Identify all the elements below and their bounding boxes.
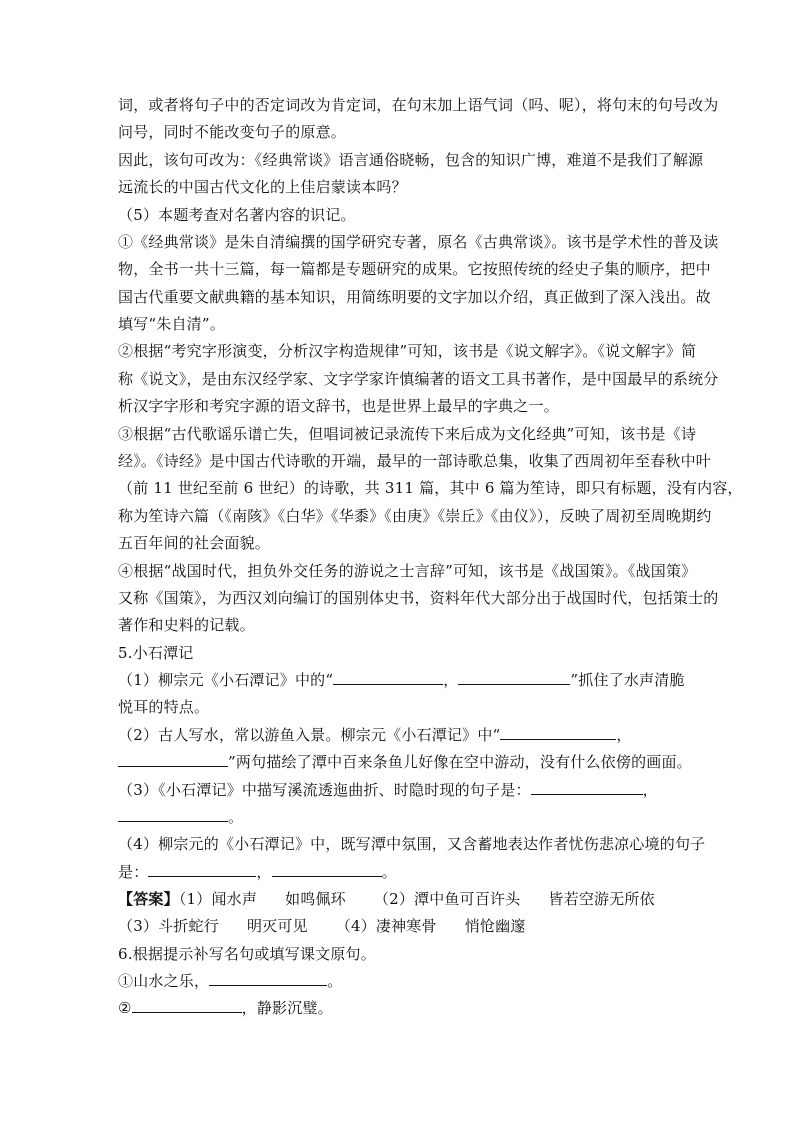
section-title: 6.根据提示补写名句或填写课文原句。 (118, 945, 376, 963)
text-line: （4）柳宗元的《小石潭记》中，既写潭中氛围，又含蓄地表达作者忧伤悲凉心境的句子 (118, 835, 706, 853)
text-line: 五百年间的社会面貌。 (118, 534, 271, 552)
fill-blank[interactable] (132, 998, 242, 1013)
question-text: ”抓住了水声清脆 (570, 671, 685, 689)
text-line: 悦耳的特点。 (118, 698, 210, 716)
text-line: 词，或者将句子中的否定词改为肯定词，在句末加上语气词（吗、呢），将句末的句号改为 (118, 96, 719, 114)
separator: 。 (327, 972, 343, 990)
text-line: 远流长的中国古代文化的上佳启蒙读本吗？ (118, 178, 407, 196)
separator: 。 (381, 863, 397, 881)
answer-label: 【答案】 (118, 890, 179, 908)
fill-blank[interactable] (500, 725, 616, 740)
question-text: （2）古人写水，常以游鱼入景。柳宗元《小石潭记》中“ (118, 726, 501, 744)
section-title: 5.小石潭记 (118, 644, 194, 662)
separator: ， (616, 726, 632, 744)
separator: ， (642, 781, 658, 799)
answer-text: 皆若空游无所依 (548, 890, 655, 908)
answer-line (118, 889, 678, 909)
text-line: ①《经典常谈》是朱自清编撰的国学研究专著，原名《古典常谈》。该书是学术性的普及读 (118, 233, 719, 251)
answer-text: （3）斗折蛇行 (118, 917, 219, 935)
question-text: （1）柳宗元《小石潭记》中的“ (118, 671, 334, 689)
separator: 。 (228, 808, 244, 826)
answer-text: 如鸣佩环 (285, 890, 346, 908)
text-line: （前 11 世纪至前 6 世纪）的诗歌，共 311 篇，其中 6 篇为笙诗，即只有标题，没有内容， (118, 479, 743, 497)
text-line: 著作和史料的记载。 (118, 616, 255, 634)
question-line (118, 862, 678, 882)
fill-blank[interactable] (118, 752, 228, 767)
text-line: 析汉字字形和考究字源的语文辞书，也是世界上最早的字典之一。 (118, 397, 559, 415)
question-line (118, 971, 678, 991)
question-text: ①山水之乐， (118, 972, 210, 990)
fill-blank[interactable] (272, 862, 382, 877)
question-text: ，静影沉璧。 (241, 999, 333, 1017)
text-line: ③根据“古代歌谣乐谱亡失，但唱词被记录流传下来后成为文化经典”可知，该书是《诗 (118, 425, 697, 443)
text-line: 物，全书一共十三篇，每一篇都是专题研究的成果。它按照传统的经史子集的顺序，把中 (118, 260, 711, 278)
question-line (118, 807, 678, 827)
fill-blank[interactable] (458, 670, 570, 685)
question-text: ② (118, 999, 132, 1017)
question-text: （3）《小石潭记》中描写溪流透迤曲折、时隐时现的句子是： (118, 781, 531, 799)
text-line: 填写“朱自清”。 (118, 315, 225, 333)
text-line: ②根据“考究字形演变，分析汉字构造规律”可知，该书是《说文解字》。《说文解字》简 (118, 342, 697, 360)
fill-blank[interactable] (531, 780, 643, 795)
fill-blank[interactable] (148, 862, 256, 877)
text-line: （5）本题考查对名著内容的识记。 (118, 206, 356, 224)
text-line: ④根据“战国时代，担负外交任务的游说之士言辞”可知，该书是《战国策》。《战国策》 (118, 562, 697, 580)
question-text: 是： (118, 863, 149, 881)
answer-text: 悄怆幽邃 (464, 917, 526, 935)
answer-line (118, 916, 678, 936)
question-line (118, 752, 692, 772)
answer-text: （1）闻水声 (178, 890, 258, 908)
text-line: 经》。《诗经》是中国古代诗歌的开端，最早的一部诗歌总集，收集了西周初年至春秋中叶 (118, 452, 712, 470)
question-line (118, 998, 678, 1018)
text-line: 称为笙诗六篇（《南陔》《白华》《华黍》《由庚》《崇丘》《由仪》），反映了周初至周晚期约 (118, 507, 712, 525)
question-line (118, 725, 678, 745)
fill-blank[interactable] (118, 807, 228, 822)
text-line: 国古代重要文献典籍的基本知识，用简练明要的文字加以介绍，真正做到了深入浅出。故 (118, 288, 711, 306)
question-text: ”两句描绘了潭中百来条鱼儿好像在空中游动，没有什么依傍的画面。 (228, 753, 692, 771)
text-line: 问号，同时不能改变句子的原意。 (118, 123, 347, 141)
separator: ， (256, 863, 272, 881)
answer-text: （2）潭中鱼可百许头 (373, 890, 521, 908)
text-line: 因此，该句可改为：《经典常谈》语言通俗晓畅，包含的知识广博，难道不是我们了解源 (118, 151, 704, 169)
text-line: 称《说文》，是由东汉经学家、文字学家许慎编著的语文工具书著作，是中国最早的系统分 (118, 370, 719, 388)
text-line: 又称《国策》，为西汉刘向编订的国别体史书，资料年代大部分出于战国时代，包括策士的 (118, 589, 719, 607)
separator: ， (443, 671, 459, 689)
answer-text: 明灭可见 (246, 917, 308, 935)
question-line (118, 670, 685, 690)
fill-blank[interactable] (333, 670, 443, 685)
question-line (118, 780, 678, 800)
fill-blank[interactable] (209, 971, 327, 986)
answer-text: （4）凄神寒骨 (335, 917, 437, 935)
